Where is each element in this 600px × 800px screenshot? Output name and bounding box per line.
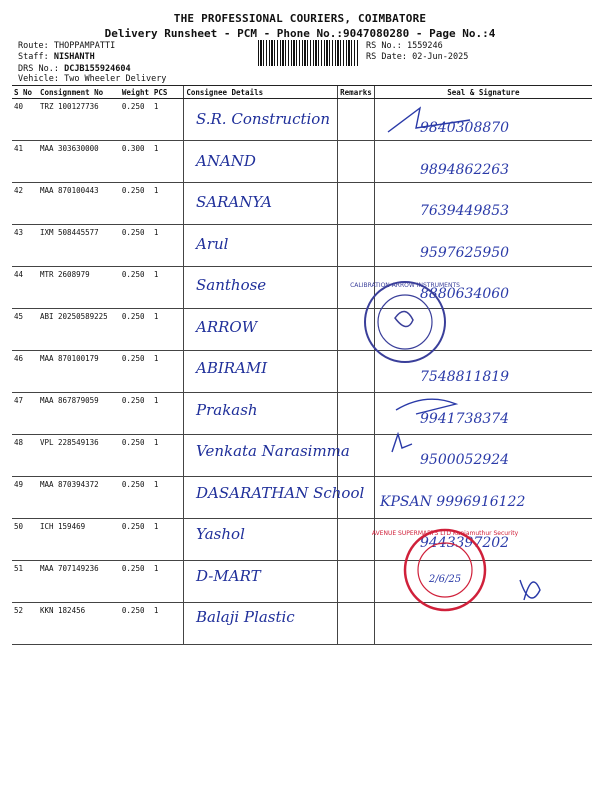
col-consignee: Consignee Details	[184, 86, 338, 99]
route-label: Route:	[18, 41, 49, 51]
row-pcs: 1	[152, 393, 184, 435]
handwritten-consignee: S.R. Construction	[196, 110, 330, 128]
row-weight: 0.250	[120, 225, 152, 267]
row-sno: 46	[12, 351, 38, 393]
row-sno: 40	[12, 99, 38, 141]
handwritten-consignee: Santhose	[196, 276, 267, 294]
row-pcs: 1	[152, 225, 184, 267]
col-signature: Seal & Signature	[374, 86, 592, 99]
row-consignment-no: MAA 707149236	[38, 561, 120, 603]
handwritten-phone: 7639449853	[420, 203, 510, 219]
row-weight: 0.250	[120, 561, 152, 603]
staff-label: Staff:	[18, 52, 49, 62]
vehicle-label: Vehicle:	[18, 74, 59, 84]
handwritten-consignee: DASARATHAN School	[196, 483, 365, 502]
row-weight: 0.250	[120, 267, 152, 309]
handwritten-consignee: ANAND	[196, 151, 256, 170]
handwritten-phone: 9941738374	[420, 410, 510, 427]
row-consignment-no: ABI 20250589225	[38, 309, 120, 351]
row-sno: 49	[12, 477, 38, 519]
rs-date-value: 02-Jun-2025	[412, 52, 469, 62]
table-row	[12, 603, 592, 645]
row-pcs: 1	[152, 561, 184, 603]
handwritten-consignee: Yashol	[196, 525, 245, 543]
document-title: THE PROFESSIONAL COURIERS, COIMBATORE	[173, 12, 427, 25]
row-consignment-no: MAA 303630000	[38, 141, 120, 183]
avenue-stamp-date: 2/6/25	[428, 574, 462, 585]
staff-line	[18, 52, 95, 63]
col-consignment: Consignment No	[38, 86, 120, 99]
row-signature-cell	[374, 309, 592, 351]
staff-value: NISHANTH	[53, 52, 95, 62]
barcode	[258, 40, 358, 66]
rs-no-line	[366, 41, 443, 52]
row-weight: 0.250	[120, 519, 152, 561]
route-line	[18, 41, 115, 52]
row-remarks-cell	[338, 183, 375, 225]
rs-no-value: 1559246	[406, 41, 443, 51]
row-remarks-cell	[338, 141, 375, 183]
table-row	[12, 309, 592, 351]
row-pcs: 1	[152, 351, 184, 393]
row-weight: 0.250	[120, 477, 152, 519]
handwritten-phone: 7548811819	[420, 369, 510, 385]
rs-date-label: RS Date:	[366, 52, 407, 62]
row-sno: 45	[12, 309, 38, 351]
rs-date-line	[366, 52, 468, 63]
handwritten-consignee: SARANYA	[196, 193, 272, 211]
row-pcs: 1	[152, 309, 184, 351]
row-weight: 0.250	[120, 435, 152, 477]
table-header	[12, 86, 592, 99]
row-weight: 0.250	[120, 309, 152, 351]
row-sno: 41	[12, 141, 38, 183]
handwritten-consignee: ARROW	[196, 317, 258, 336]
row-weight: 0.250	[120, 603, 152, 645]
row-sno: 47	[12, 393, 38, 435]
row-sno: 44	[12, 267, 38, 309]
row-sno: 50	[12, 519, 38, 561]
handwritten-consignee: Arul	[196, 234, 229, 253]
row-sno: 48	[12, 435, 38, 477]
handwritten-consignee: ABIRAMI	[196, 359, 268, 377]
row-weight: 0.250	[120, 351, 152, 393]
row-consignment-no: VPL 228549136	[38, 435, 120, 477]
row-pcs: 1	[152, 519, 184, 561]
row-pcs: 1	[152, 141, 184, 183]
row-pcs: 1	[152, 435, 184, 477]
row-consignment-no: MAA 870394372	[38, 477, 120, 519]
row-sno: 52	[12, 603, 38, 645]
row-remarks-cell	[338, 267, 375, 309]
row-pcs: 1	[152, 603, 184, 645]
route-value: THOPPAMPATTI	[53, 41, 116, 51]
vehicle-value: Two Wheeler Delivery	[64, 74, 167, 84]
row-consignment-no: KKN 182456	[38, 603, 120, 645]
row-sno: 43	[12, 225, 38, 267]
row-weight: 0.250	[120, 393, 152, 435]
row-remarks-cell	[338, 519, 375, 561]
row-weight: 0.250	[120, 183, 152, 225]
row-remarks-cell	[338, 561, 375, 603]
handwritten-phone: 9500052924	[420, 452, 510, 468]
row-remarks-cell	[338, 351, 375, 393]
row-weight: 0.250	[120, 99, 152, 141]
drs-value: DCJB155924604	[64, 64, 131, 74]
col-sno: S No	[12, 86, 38, 99]
col-remarks: Remarks	[338, 86, 375, 99]
row-consignment-no: IXM 508445577	[38, 225, 120, 267]
row-signature-cell	[374, 603, 592, 645]
row-pcs: 1	[152, 267, 184, 309]
row-remarks-cell	[338, 99, 375, 141]
handwritten-consignee: Balaji Plastic	[196, 608, 295, 626]
handwritten-phone: 9597625950	[420, 244, 510, 261]
avenue-stamp-text: AVENUE SUPERMARTS LTD Kuniamuthur Security	[371, 530, 519, 537]
row-consignment-no: MAA 867879059	[38, 393, 120, 435]
row-consignment-no: TRZ 100127736	[38, 99, 120, 141]
handwritten-consignee: Venkata Narasimma	[196, 442, 350, 460]
row-consignment-no: MTR 2608979	[38, 267, 120, 309]
row-sno: 51	[12, 561, 38, 603]
calibration-stamp-text: CALIBRATION ARROW INSTRUMENTS	[350, 282, 460, 289]
row-pcs: 1	[152, 99, 184, 141]
row-consignment-no: ICH 159469	[38, 519, 120, 561]
row-remarks-cell	[338, 225, 375, 267]
drs-label: DRS No.:	[18, 64, 59, 74]
col-weight: Weight	[120, 86, 152, 99]
row-pcs: 1	[152, 183, 184, 225]
handwritten-phone: 9894862263	[420, 161, 510, 178]
row-remarks-cell	[338, 393, 375, 435]
row-consignment-no: MAA 870100443	[38, 183, 120, 225]
vehicle-line	[18, 74, 166, 85]
handwritten-consignee: Prakash	[196, 400, 258, 419]
row-sno: 42	[12, 183, 38, 225]
row-remarks-cell	[338, 603, 375, 645]
handwritten-consignee: D-MART	[196, 566, 261, 585]
col-pcs: PCS	[152, 86, 184, 99]
row-signature-cell	[374, 561, 592, 603]
handwritten-phone: 9840308870	[420, 120, 510, 136]
document-subtitle: Delivery Runsheet - PCM - Phone No.:9047080280 - Page No.:4	[104, 27, 496, 40]
row-weight: 0.300	[120, 141, 152, 183]
handwritten-phone: 8880634060	[420, 286, 510, 302]
row-remarks-cell	[338, 309, 375, 351]
row-consignment-no: MAA 870100179	[38, 351, 120, 393]
handwritten-phone: 9443397202	[420, 535, 510, 551]
rs-no-label: RS No.:	[366, 41, 402, 51]
table-row	[12, 561, 592, 603]
handwritten-phone: KPSAN 9996916122	[380, 493, 526, 510]
row-pcs: 1	[152, 477, 184, 519]
